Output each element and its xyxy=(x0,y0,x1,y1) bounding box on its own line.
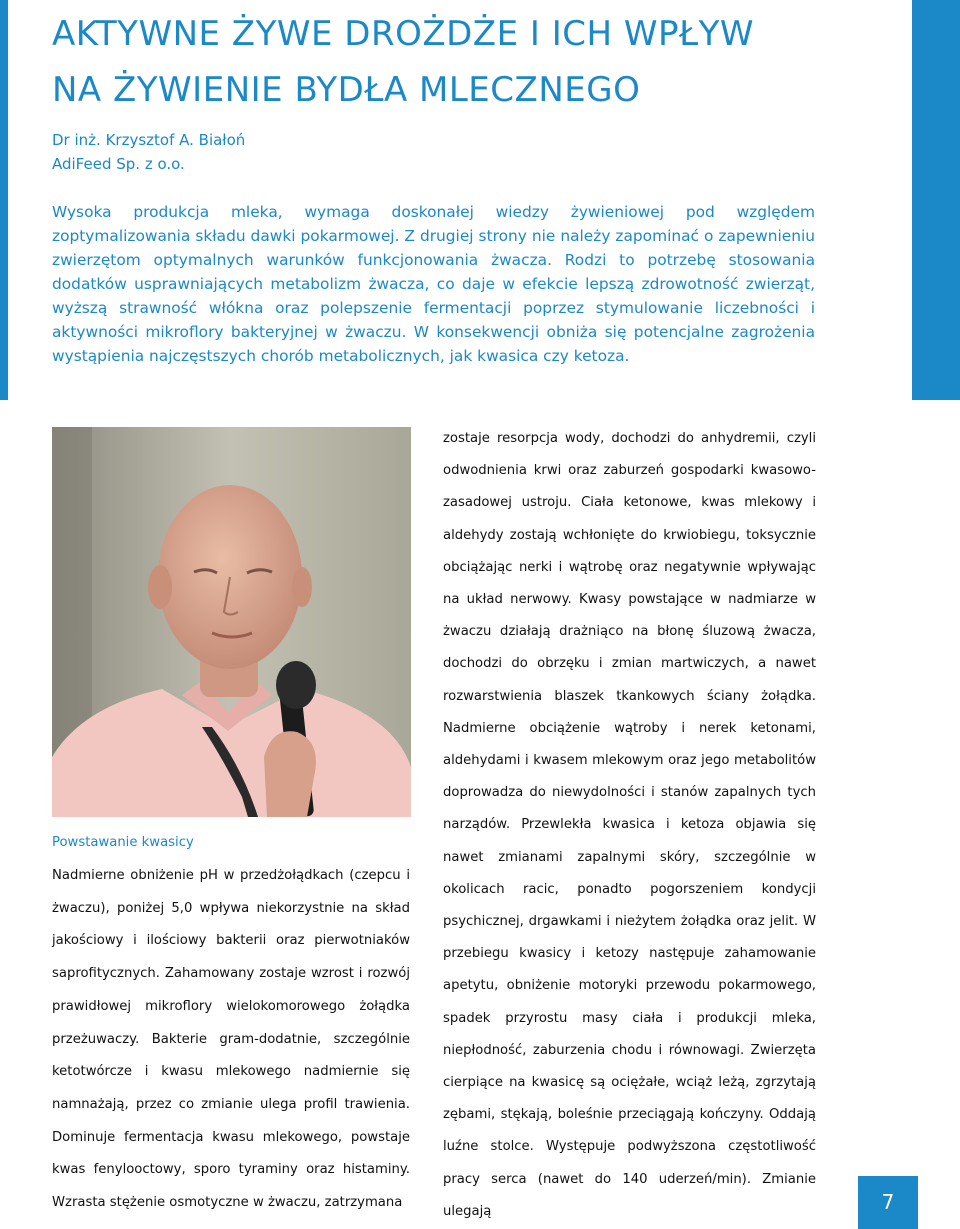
right-column-body: zostaje resorpcja wody, dochodzi do anhydremii, czyli odwodnienia krwi oraz zaburzeń gospodarki kwasowo-zasadowej ustroju. Ciała ketonowe, kwas mlekowy i aldehydy zostają wchłonięte do krwiobiegu, toksycznie obciążając nerki i wątrobę oraz negatywnie wpływając na układ nerwowy. Kwasy powstające w nadmiarze w żwaczu działają drażniąco na błonę śluzową żwacza, dochodzi do obrzęku i zmian martwiczych, a nawet rozwarstwienia blaszek tkankowych ściany żołądka. Nadmierne obciążenie wątroby i nerek ketonami, aldehydami i kwasem mlekowym oraz jego metabolitów doprowadza do niewydolności i stanów zapalnych tych narządów. Przewlekła kwasica i ketoza objawia się nawet zmianami zapalnymi skóry, szczególnie w okolicach racic, ponadto pogorszeniem kondycji psychicznej, drgawkami i nieżytem żołądka oraz jelit. W przebiegu kwasicy i ketozy następuje zahamowanie apetytu, obniżenie motoryki przewodu pokarmowego, spadek przyrostu masy ciała i produkcji mleka, niepłodność, zaburzenia chodu i równowagi. Zwierzęta cierpiące na kwasicę są ociężałe, wciąż leżą, zgrzytają zębami, stękają, boleśnie przeciągają kończyny. Oddają luźne stolce. Występuje podwyższona częstotliwość pracy serca (nawet do 140 uderzeń/min). Zmianie ulegają xyxy=(443,431,816,1219)
section-heading: Powstawanie kwasicy xyxy=(52,835,194,850)
left-column-body: Nadmierne obniżenie pH w przedżołądkach (czepcu i żwaczu), poniżej 5,0 wpływa niekorzystnie na skład jakościowy i ilościowy bakterii oraz pierwotniaków saprofitycznych. Zahamowany zostaje wzrost i rozwój prawidłowej mikroflory wielokomorowego żołądka przeżuwaczy. Bakterie gram-dodatnie, szczególnie ketotwórcze i kwasu mlekowego nadmiernie się namnażają, przez co zmianie ulega profil trawienia. Dominuje fermentacja kwasu mlekowego, powstaje kwas fenylooctowy, sporo tyraminy oraz histaminy. Wzrasta stężenie osmotyczne w żwaczu, zatrzymana xyxy=(52,868,410,1211)
author-name: Dr inż. Krzysztof A. Białoń xyxy=(52,131,246,149)
author-photo-illustration xyxy=(52,427,411,817)
byline xyxy=(52,128,245,176)
lead-paragraph: Wysoka produkcja mleka, wymaga doskonałej wiedzy żywieniowej pod względem zoptymalizowania składu dawki pokarmowej. Z drugiej strony nie należy zapominać o zapewnieniu zwierzętom optymalnych warunków funkcjonowania żwacza. Rodzi to potrzebę stosowania dodatków usprawniających metabolizm żwacza, co daje w efekcie lepszą zdrowotność zwierząt, wyższą strawność włókna oraz polepszenie fermentacji poprzez stymulowanie liczebności i aktywności mikroflory bakteryjnej w żwaczu. W konsekwencji obniża się potencjalne zagrożenia wystąpienia najczęstszych chorób metabolicznych, jak kwasica czy ketoza. xyxy=(52,203,815,365)
left-text-column xyxy=(52,832,410,1220)
title-line-2: NA ŻYWIENIE BYDŁA MLECZNEGO xyxy=(52,70,641,110)
page-number: 7 xyxy=(858,1176,918,1229)
author-photo xyxy=(52,427,411,817)
author-affiliation: AdiFeed Sp. z o.o. xyxy=(52,155,185,173)
left-accent-bar xyxy=(0,0,8,400)
article-title xyxy=(52,6,872,118)
title-line-1: AKTYWNE ŻYWE DROŻDŻE I ICH WPŁYW xyxy=(52,14,754,54)
right-accent-tab xyxy=(912,0,960,400)
